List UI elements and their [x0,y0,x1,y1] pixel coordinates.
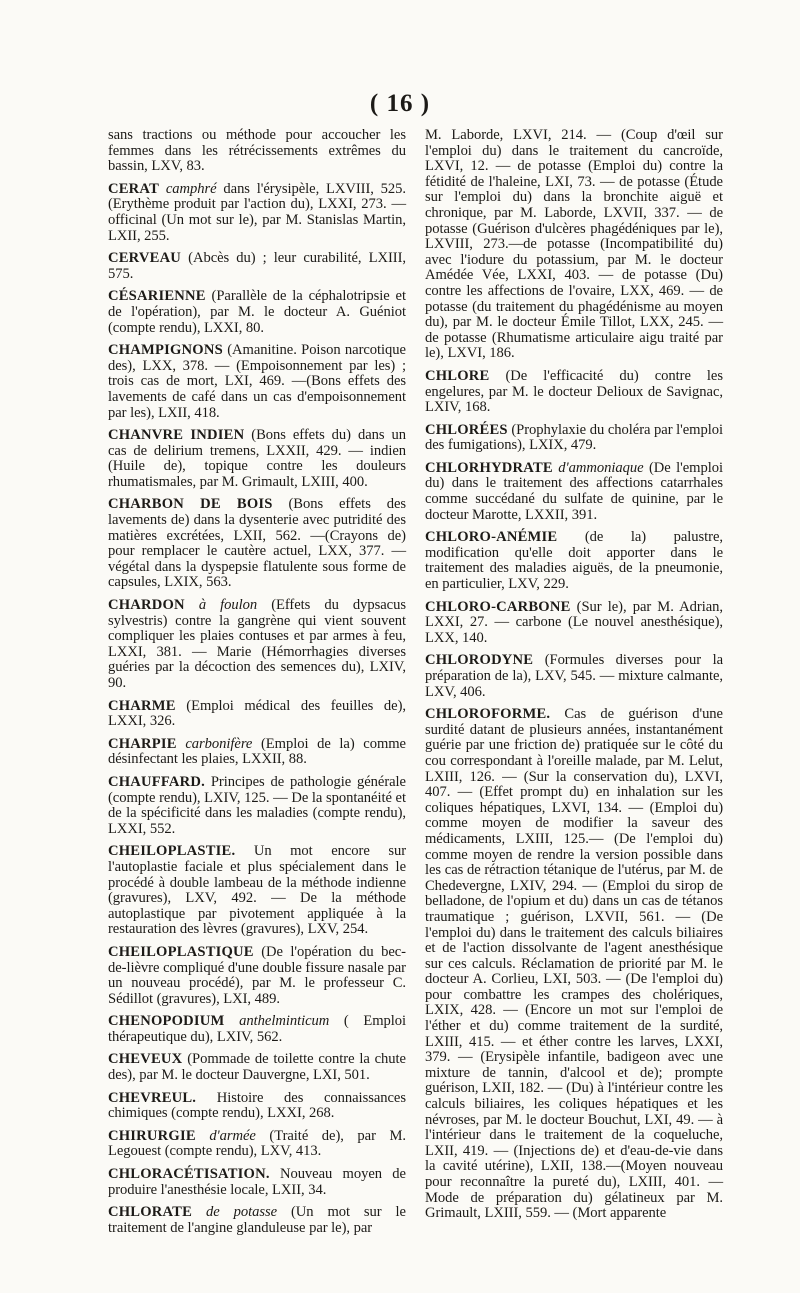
entry-headword: CHEILOPLASTIE. [108,843,236,860]
index-entry [108,128,406,175]
index-entry [108,1205,406,1236]
index-entry [425,653,723,700]
index-entry [108,1014,406,1045]
index-entry [108,737,406,768]
entry-text: (De l'emploi du) dans le traitement des affections catarrhales comme succédané du sulfate de quinine, par le docteur Marotte, LXXII, 391. [425,459,723,523]
entry-text: (Bons effets des lavements de) dans la dysenterie avec putridité des matières excrétées, LXII, 562. —(Crayons de) pour remplacer le cautère actuel, LXX, 377. — végétal dans la dyspepsie flatulente sous forme de capsules, LXIX, 563. [108,496,406,591]
entry-headword: CHLORATE [108,1204,193,1221]
entry-headword: CHLORÉES [425,421,508,438]
entry-headword: CHLORHYDRATE [425,459,553,476]
entry-headword: CHLORACÉTISATION. [108,1166,270,1183]
entry-text: (Bons effets du) dans un cas de delirium tremens, LXXII, 429. — indien (Huile de), topique contre les douleurs rhumatismales, par M. Grimault, LXIII, 400. [108,427,406,490]
index-entry [108,699,406,730]
index-entry [108,1167,406,1198]
index-entry [425,461,723,523]
entry-headword: CHLOROFORME. [425,706,551,723]
entry-text: Nouveau moyen de produire l'anesthésie locale, LXII, 34. [108,1166,406,1198]
entry-headword: CHAUFFARD. [108,773,205,790]
index-entry [108,182,406,244]
entry-text: (Traité de), par M. Legouest (compte rendu), LXV, 413. [108,1127,406,1160]
index-entry [108,1052,406,1083]
entry-text: (De l'efficacité du) contre les engelures, par M. le docteur Delioux de Savignac, LXIV, 168. [425,367,723,416]
entry-headword: CHLORODYNE [425,652,534,669]
entry-qualifier: d'ammoniaque [558,459,644,476]
index-entry [425,600,723,647]
entry-text: ( Emploi thérapeutique du), LXIV, 562. [108,1013,406,1045]
entry-text: dans l'érysipèle, LXVIII, 525. (Erythème produit par l'action du), LXXI, 273. — officinal (Un mot sur le), par M. Stanislas Martin, LXII, 255. [108,180,407,244]
entry-headword: CHLORO-CARBONE [425,598,571,615]
entry-headword: CHANVRE INDIEN [108,427,245,444]
index-entry [425,707,723,1222]
index-entry [108,428,406,490]
entry-headword: CHLORE [425,367,490,384]
index-entry [425,530,723,592]
index-entry [108,598,406,692]
entry-text: (Abcès du) ; leur curabilité, LXIII, 575. [108,250,406,282]
entry-text: (Formules diverses pour la préparation de la), LXV, 545. — mixture calmante, LXV, 406. [425,652,723,700]
index-entry [108,844,406,938]
entry-text: M. Laborde, LXVI, 214. — (Coup d'œil sur l'emploi du) dans le traitement du cancroïde, LXVI, 12. — de potasse (Emploi du) contre la fétidité de l'haleine, LXI, 73. — de potasse (Étude sur l'emploi du) dans la bronchite aiguë et chronique, par M. Laborde, LXVII, 337. — de potasse (Guérison d'ulcères phagédéniques par le), LXVIII, 273.—de potasse (Incompatibilité du) avec l'iodure du potassium, par M. le docteur Amédée Vée, LXXI, 403. — de potasse (Du) contre les affections de l'ovaire, LXX, 469. — de potasse (du traitement du phagédénisme au moyen du), par M. le docteur Émile Tillot, LXX, 245. — de potasse (Rhumatisme articulaire aigu traité par le), LXVI, 186. [425,127,723,362]
index-entry [425,128,723,362]
index-entry [108,251,406,282]
entry-headword: CHEVEUX [108,1051,183,1068]
entry-headword: CHAMPIGNONS [108,342,223,359]
entry-headword: CHARPIE [108,735,177,752]
entry-text: (Amanitine. Poison narcotique des), LXX, 378. — (Empoisonnement par les) ; trois cas de mort, LXI, 469. —(Bons effets des lavements de café dans un cas d'empoisonnement par les), LXII, 418. [108,342,406,421]
entry-text: (de la) palustre, modification qu'elle doit apporter dans le traitement des maladies aiguës, de la pneumonie, en particulier, LXV, 229. [425,529,723,593]
entry-text: (Un mot sur le traitement de l'angine glanduleuse par le), par [108,1204,406,1236]
entry-qualifier: de potasse [205,1204,278,1221]
entry-text: (Parallèle de la céphalotripsie et de l'opération), par M. le docteur A. Guéniot (compte rendu), LXXI, 80. [108,288,406,336]
entry-headword: CHLORO-ANÉMIE [425,529,558,546]
index-entry [108,1129,406,1160]
entry-headword: CHEILOPLASTIQUE [108,943,254,960]
entry-qualifier: camphré [165,180,217,197]
entry-headword: CHENOPODIUM [108,1013,225,1030]
entry-qualifier: d'armée [209,1127,256,1144]
entry-text: Histoire des connaissances chimiques (compte rendu), LXXI, 268. [108,1089,406,1122]
entry-text: (Emploi médical des feuilles de), LXXI, 326. [108,697,406,730]
entry-text: Principes de pathologie générale (compte rendu), LXIV, 125. — De la spontanéité et de la spécificité dans les maladies (compte rendu), LXXI, 552. [108,773,406,837]
entry-text: (Effets du dypsacus sylvestris) contre la gangrène qui vient souvent compliquer les plaies contuses et par armes à feu, LXXI, 381. — Marie (Hémorrhagies diverses guéries par la décoction des semences du), LXIV, 90. [108,597,406,691]
entry-headword: CHARDON [108,597,185,614]
left-column [108,128,406,1243]
entry-qualifier: carbonifère [185,735,253,752]
index-entry [108,497,406,591]
entry-text: (Sur le), par M. Adrian, LXXI, 27. — carbone (Le nouvel anesthésique), LXX, 140. [425,598,723,646]
entry-text: Cas de guérison d'une surdité datant de plusieurs années, instantanément guérie par une friction de) pratiquée sur le côté du cou correspondant à l'oreille malade, par M. Lelut, LXIII, 126. — (Sur la conservation du), LXVI, 407. — (Effet prompt du) en inhalation sur les coliques hépatiques, LXVI, 134. — (Emploi du) comme moyen de modifier la saveur des médicaments, LXIII, 125.— (De l'emploi du) comme moyen de rendre la version possible dans les cas de rétraction tétanique de l'utérus, par M. de Chedevergne, LXIV, 294. — (Emploi du sirop de belladone, de l'opium et du) dans un cas de tétanos traumatique ; guérison, LXVII, 561. — (De l'emploi du) dans le traitement des calculs biliaires et de l'action dissolvante de l'agent anesthésique sur ces calculs. Réclamation de priorité par M. le docteur A. Corlieu, LXI, 503. — (De l'emploi du) pour combattre les crampes des cholériques, LXIX, 428. — (Encore un mot sur l'emploi de l'éther et du) comme traitement de la surdité, LXIII, 415. — et éther contre les larves, LXXI, 379. — (Erysipèle infantile, badigeon avec une mixture de tannin, d'alcool et de); prompte guérison, LXII, 182. — (Du) à l'intérieur contre les calculs biliaires, les coliques hépatiques et les névroses, par M. le docteur Bouchut, LXI, 49. — à l'intérieur dans le traitement de la coqueluche, LXII, 419. — (Injections de) et d'eau-de-vie dans la cavité utérine), LXII, 138.—(Moyen nouveau pour reconnaître la pureté du), LXIII, 401. — Mode de préparation du) gélatineux par M. Grimault, LXIII, 559. — (Mort apparente [425,706,723,1222]
index-entry [108,1091,406,1122]
entry-headword: CHIRURGIE [108,1127,196,1144]
entry-headword: CERVEAU [108,250,182,267]
entry-qualifier: anthelminticum [239,1013,330,1030]
entry-text: (De l'opération du bec-de-lièvre compliqué d'une double fissure nasale par un nouveau procédé), par M. le professeur C. Sédillot (gravures), LXI, 489. [108,943,406,1007]
entry-text: (Prophylaxie du choléra par l'emploi des fumigations), LXIX, 479. [425,421,723,454]
entry-headword: CHEVREUL. [108,1089,197,1106]
entry-headword: CÉSARIENNE [108,288,206,305]
index-entry [108,343,406,421]
entry-qualifier: à foulon [198,597,258,614]
index-entry [425,423,723,454]
index-entry [108,945,406,1007]
right-column [425,128,723,1229]
entry-headword: CERAT [108,180,160,197]
entry-text: (Emploi de la) comme désinfectant les plaies, LXXII, 88. [108,735,406,768]
entry-text: (Pommade de toilette contre la chute des), par M. le docteur Dauvergne, LXI, 501. [108,1051,406,1084]
entry-text: Un mot encore sur l'autoplastie faciale et plus spécialement dans le procédé à double lambeau de la méthode indienne (gravures), LXV, 492. — De la méthode autoplastique par pivotement appliquée à la restauration des lèvres (gravures), LXV, 254. [108,843,407,938]
entry-headword: CHARBON DE BOIS [108,496,273,513]
index-entry [425,369,723,416]
page-number: ( 16 ) [369,90,431,117]
entry-text: sans tractions ou méthode pour accoucher les femmes dans les rétrécissements extrêmes du bassin, LXV, 83. [108,127,406,175]
index-entry [108,775,406,837]
entry-headword: CHARME [108,697,176,714]
index-entry [108,289,406,336]
